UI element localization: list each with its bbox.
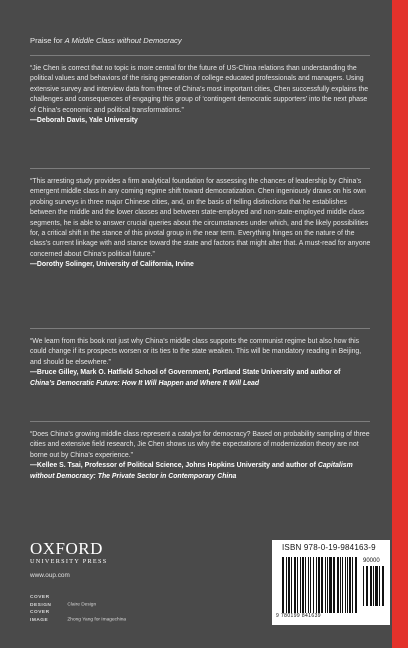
- quote-text: “Does China’s growing middle class represent a catalyst for democracy? Based on probability sampling of three cities and extensive field research, Jie Chen shows us why the expectations of modernization theory are not borne out by China’s experience.”: [30, 431, 370, 459]
- quote-block: [30, 64, 372, 126]
- barcode-digits: 9 780199 841639: [276, 613, 321, 619]
- attribution-name: —Bruce Gilley, Mark O. Hatfield School of Government, Portland State University and author of: [30, 369, 341, 377]
- price-barcode: [363, 566, 385, 606]
- publisher-url: www.oup.com: [30, 572, 70, 579]
- quote-block: [30, 177, 372, 271]
- quote-attribution: [30, 461, 372, 482]
- divider: [30, 168, 370, 169]
- praise-book-title: A Middle Class without Democracy: [64, 36, 182, 45]
- attribution-book-title: China’s Democratic Future: How It Will Happen and Where It Will Lead: [30, 379, 260, 387]
- ean-barcode: [282, 557, 360, 613]
- publisher-block: [30, 540, 107, 579]
- quote-attribution: —Dorothy Solinger, University of California, Irvine: [30, 261, 194, 269]
- price-code: 90000: [363, 558, 380, 564]
- quote-attribution: —Deborah Davis, Yale University: [30, 117, 138, 125]
- quote-block: [30, 337, 372, 389]
- credit-value: Claire Design: [67, 602, 97, 608]
- quote-text: “This arresting study provides a firm analytical foundation for assessing the chances of leadership by China’s emergent middle class in any coming regime shift toward democratization. Chen ingeniously draws on his own probing surveys in three major Chinese cities, and, on the basis of telling distinctions that he establishes between the middle and the lower classes and between state-employed and non-state-employed middle class segments, he is able to answer crucial queries about the circumstances under which, and the likely possibilities for, a critical shift in the stance of this pivotal group in the near term. Everything hinges on the nature of the class’s current linkage with and stance toward the state and factors that might alter that. A must-read for anyone concerned about China’s political future.”: [30, 178, 371, 258]
- divider: [30, 328, 370, 329]
- oxford-logo: OXFORD: [30, 539, 103, 558]
- divider: [30, 421, 370, 422]
- praise-prefix: Praise for: [30, 36, 65, 45]
- spine-edge: [392, 0, 408, 648]
- cover-credits: [30, 594, 126, 624]
- quote-text: “We learn from this book not just why China’s middle class supports the communist regime but also how this could change if its prospects worsen or its ties to the state weaken. This will be mandatory reading in Beijing, and should be elsewhere.”: [30, 338, 362, 366]
- quote-attribution: [30, 368, 372, 389]
- isbn-text: ISBN 978-0-19-984163-9: [282, 543, 376, 552]
- quote-block: [30, 430, 372, 482]
- credit-value: Zhong Yang for Imagechina: [67, 617, 127, 623]
- quote-text: “Jie Chen is correct that no topic is more central for the future of US-China relations than understanding the political values and behaviors of the rising generation of college educated professionals and managers. Using extensive survey and interview data from three of China’s most important cities, Chen successfully explains the challenges and consequences of engaging this group of ‘contingent democratic supporters’ into the next phase of China’s economic and political transformations.”: [30, 65, 369, 114]
- attribution-name: —Kellee S. Tsai, Professor of Political Science, Johns Hopkins University and author of: [30, 462, 316, 470]
- credit-line: [30, 609, 126, 624]
- credit-line: [30, 594, 126, 609]
- divider: [30, 55, 370, 56]
- credit-key: COVER IMAGE: [30, 610, 50, 623]
- barcode-panel: [272, 540, 390, 625]
- university-press-label: UNIVERSITY PRESS: [30, 558, 108, 565]
- praise-heading: [30, 36, 182, 45]
- attribution-book-title: Capitalism without Democracy: The Private Sector in Contemporary China: [30, 462, 353, 480]
- credit-key: COVER DESIGN: [30, 595, 52, 608]
